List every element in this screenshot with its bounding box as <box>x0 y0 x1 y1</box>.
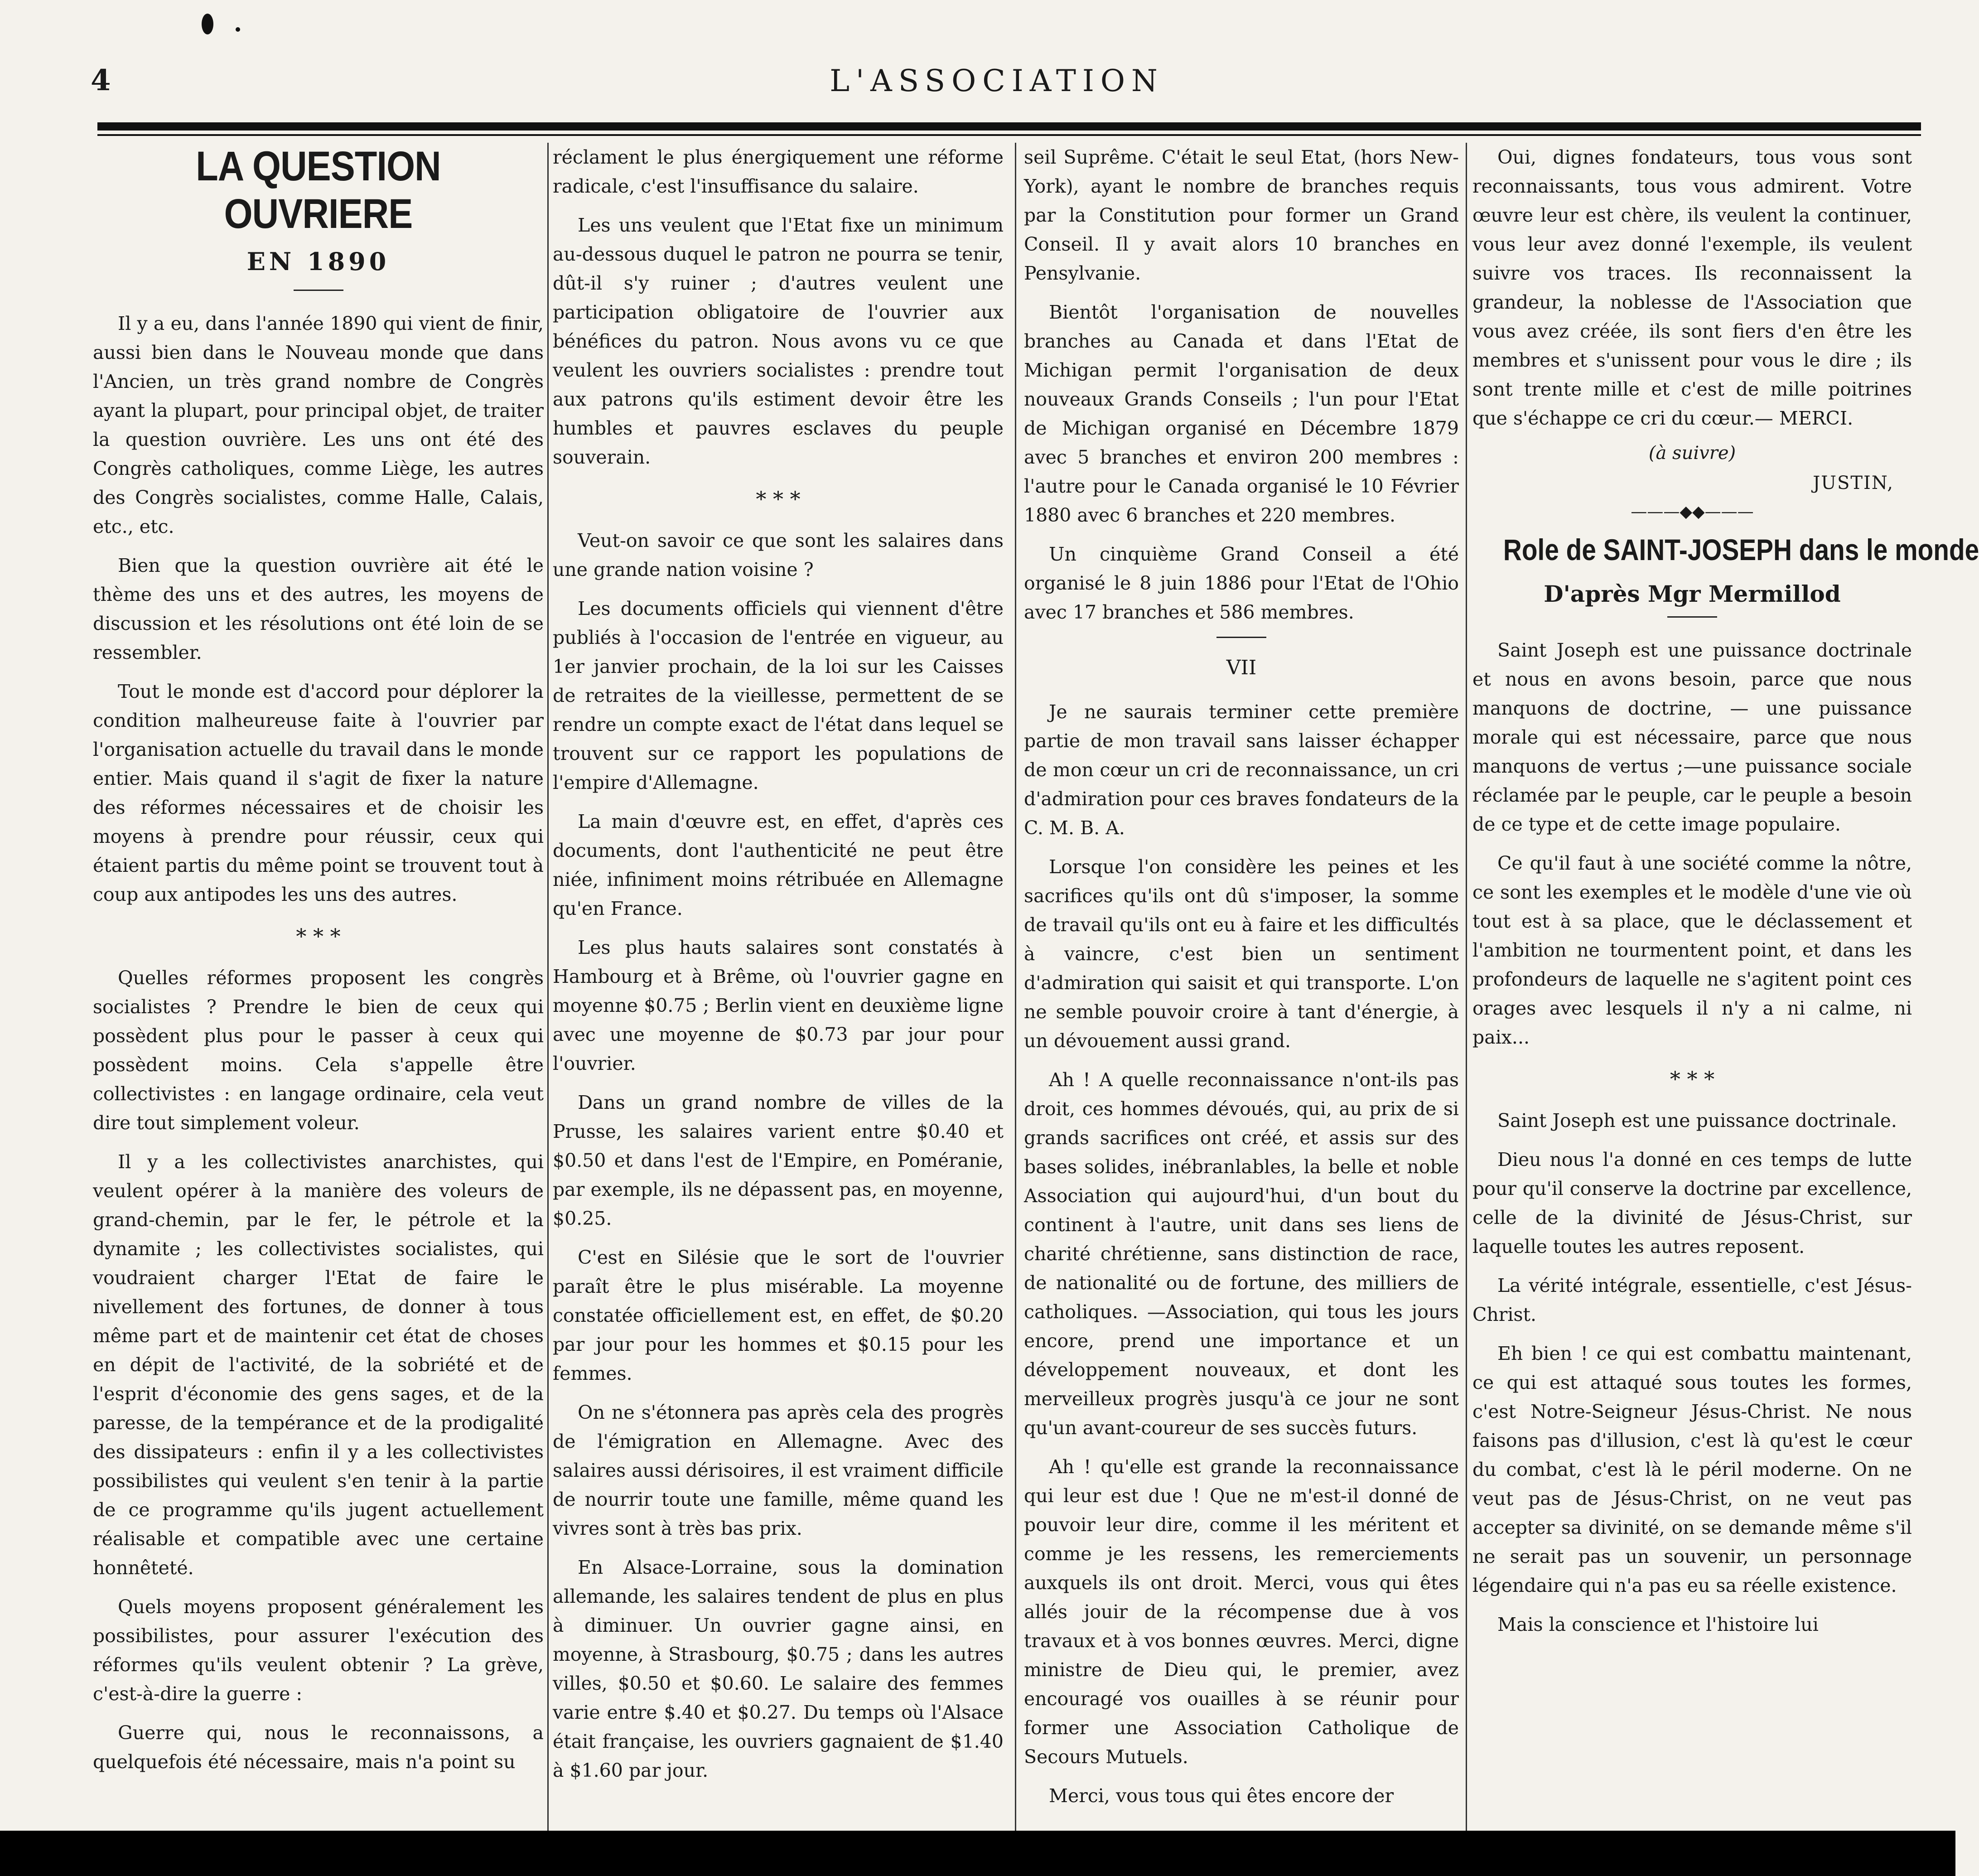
paragraph: C'est en Silésie que le sort de l'ouvrier paraît être le plus misérable. La moyenne constatée officiellement est, en effet, de $0.20 par jour pour les hommes et $0.15 pour les femmes. <box>553 1247 1004 1384</box>
paragraph: Ah ! A quelle reconnaissance n'ont-ils pas droit, ces hommes dévoués, qui, au prix de si grands sacrifices ont créé, et assis sur des bases solides, inébranlables, la belle et noble Association qui aujourd'hui, d'un bout du continent à l'autre, unit dans ses liens de charité chrétienne, sans distinction de race, de nationalité ou de fortune, des milliers de catholiques. —Association, qui tous les jours encore, prend une importance et un développement nouveaux, et dont les merveilleux progrès jusqu'à ce jour ne sont qu'un avant-coureur de ses succès futurs. <box>1024 1069 1459 1439</box>
paragraph: Veut-on savoir ce que sont les salaires dans une grande nation voisine ? <box>553 530 1004 580</box>
column-rule <box>1466 143 1467 1831</box>
header-rule-thin <box>97 134 1921 136</box>
paragraph: Tout le monde est d'accord pour déplorer la condition malheureuse faite à l'ouvrier par l'organisation actuelle du travail dans le monde entier. Mais quand il s'agit de fixer la nature des réformes nécessaires et de choisir les moyens à prendre pour réussir, ceux qui étaient partis du même point se trouvent tout à coup aux antipodes les uns des autres. <box>93 681 544 905</box>
article-subtitle: D'après Mgr Mermillod <box>1544 580 1841 607</box>
section-number: VII <box>1226 656 1257 679</box>
paragraph: La main d'œuvre est, en effet, d'après ces documents, dont l'authenticité ne peut être niée, infiniment moins rétribuée en Allemagne qu'en France. <box>553 811 1004 919</box>
column-rule <box>547 143 549 1831</box>
continued-note: (à suivre) <box>1648 443 1736 464</box>
paragraph: Dans un grand nombre de villes de la Prusse, les salaires varient entre $0.40 et $0.50 et dans l'est de l'Empire, en Poméranie, par exemple, ils ne dépassent pas, en moyenne, $0.25. <box>553 1092 1004 1229</box>
paragraph: Mais la conscience et l'histoire lui <box>1497 1614 1819 1635</box>
paragraph: Je ne saurais terminer cette première partie de mon travail sans laisser échapper de mon cœur un cri de reconnaissance, un cri d'admiration pour ces braves fondateurs de la C. M. B. A. <box>1024 701 1459 839</box>
paragraph: Oui, dignes fondateurs, tous vous sont reconnaissants, tous vous admirent. Votre œuvre leur est chère, ils veulent la continuer, vous leur avez donné l'exemple, ils veulent suivre vos traces. Ils reconnaissent la grandeur, la noblesse de l'Association que vous avez créée, ils sont fiers d'en être les membres et s'unissent pour vous le dire ; ils sont trente mille et c'est de mille poitrines que s'échappe ce cri du cœur.— MERCI. <box>1472 146 1912 429</box>
paragraph: Bientôt l'organisation de nouvelles branches au Canada et dans l'Etat de Michigan permit l'organisation de deux nouveaux Grands Conseils ; l'un pour l'Etat de Michigan organisé en Décembre 1879 avec 5 branches et environ 200 membres : l'autre pour le Canada organisé le 10 Février 1880 avec 6 branches et 220 membres. <box>1024 301 1459 526</box>
masthead: L'ASSOCIATION <box>830 63 1164 98</box>
asterism: * * * <box>296 924 341 948</box>
paragraph: Il y a les collectivistes anarchistes, qui veulent opérer à la manière des voleurs de grand-chemin, par le fer, le pétrole et la dynamite ; les collectivistes socialistes, qui voudraient charger l'Etat de faire le nivellement des fortunes, de donner à tous même part et de maintenir cet état de choses en dépit de l'activité, de la sobriété et de l'esprit d'économie des gens sages, et de la paresse, de la tempérance et de la prodigalité des dissipateurs : enfin il y a les collectivistes possibilistes qui veulent s'en tenir à la partie de ce programme qu'ils jugent actuellement réalisable et compatible avec une certaine honnêteté. <box>93 1151 544 1579</box>
paragraph: Quels moyens proposent généralement les possibilistes, pour assurer l'exécution des réformes qu'ils veulent obtenir ? La grève, c'est-à-dire la guerre : <box>93 1596 544 1705</box>
paragraph: Les documents officiels qui viennent d'être publiés à l'occasion de l'entrée en vigueur, au 1er janvier prochain, de la loi sur les Caisses de retraites de la vieillesse, permettent de se rendre un compte exact de l'état dans lequel se trouvent sur ce rapport les populations de l'empire d'Allemagne. <box>553 598 1004 793</box>
column-2 <box>553 143 1004 1828</box>
article-title: Role de SAINT-JOSEPH dans le monde <box>1503 533 1979 566</box>
paragraph: Saint Joseph est une puissance doctrinale et nous en avons besoin, parce que nous manquons de doctrine, — une puissance morale qui est nécessaire, parce que nous manquons de vertus ;—une puissance sociale réclamée par le peuple, car le peuple a besoin de ce type et de cette image populaire. <box>1472 639 1912 835</box>
paragraph: Lorsque l'on considère les peines et les sacrifices qu'ils ont dû s'imposer, la somme de travail qu'ils ont eu à faire et les difficultés à vaincre, c'est bien un sentiment d'admiration qui saisit et qui transporte. L'on ne semble pouvoir croire à tant d'énergie, à un dévouement aussi grand. <box>1024 856 1459 1052</box>
paragraph: Il y a eu, dans l'année 1890 qui vient de finir, aussi bien dans le Nouveau monde que dans l'Ancien, un très grand nombre de Congrès ayant la plupart, pour principal objet, de traiter la question ouvrière. Les uns ont été des Congrès catholiques, comme Liège, les autres des Congrès socialistes, comme Halle, Calais, etc., etc. <box>93 313 544 537</box>
column-4 <box>1472 143 1979 1828</box>
article-title: LA QUESTION OUVRIERE <box>196 143 441 237</box>
scan-speck <box>202 14 213 34</box>
paragraph: Merci, vous tous qui êtes encore der <box>1049 1785 1394 1807</box>
paragraph: Dieu nous l'a donné en ces temps de lutte pour qu'il conserve la doctrine par excellence, celle de la divinité de Jésus-Christ, sur laquelle toutes les autres reposent. <box>1472 1149 1912 1257</box>
paragraph: réclament le plus énergiquement une réforme radicale, c'est l'insuffisance du salaire. <box>553 146 1004 197</box>
column-3 <box>1024 143 1459 1828</box>
paragraph: On ne s'étonnera pas après cela des progrès de l'émigration en Allemagne. Avec des salaires aussi dérisoires, il est vraiment difficile de nourrir toute une famille, même quand les vivres sont à très bas prix. <box>553 1402 1004 1539</box>
paragraph: Eh bien ! ce qui est combattu maintenant, ce qui est attaqué sous toutes les formes, c'est Notre-Seigneur Jésus-Christ. Ne nous faisons pas d'illusion, c'est là qu'est le cœur du combat, c'est là le péril moderne. On ne veut pas de Jésus-Christ, on ne veut pas accepter sa divinité, on se demande même s'il ne serait pas un souvenir, un personnage légendaire qui n'a pas eu sa réelle existence. <box>1472 1343 1912 1596</box>
paragraph: Les uns veulent que l'Etat fixe un minimum au-dessous duquel le patron ne pourra se tenir, dût-il s'y ruiner ; d'autres veulent une participation obligatoire de l'ouvrier aux bénéfices du patron. Nous avons vu ce que veulent les ouvriers socialistes : prendre tout aux patrons qu'ils estiment devoir être les humbles et pauvres esclaves du peuple souverain. <box>553 214 1004 468</box>
column-rule <box>1015 143 1016 1831</box>
page-number: 4 <box>91 63 111 97</box>
divider <box>294 290 343 291</box>
article-subtitle: EN 1890 <box>246 247 390 276</box>
asterism: * * * <box>756 487 801 511</box>
page-header <box>91 63 1903 113</box>
asterism: * * * <box>1670 1067 1715 1091</box>
paragraph: Les plus hauts salaires sont constatés à Hambourg et à Brême, où l'ouvrier gagne en moyenne $0.75 ; Berlin vient en deuxième ligne avec une moyenne de $0.73 par jour pour l'ouvrier. <box>553 937 1004 1074</box>
scan-speck <box>236 27 240 32</box>
author-signature: JUSTIN, <box>1813 473 1894 493</box>
paragraph: Guerre qui, nous le reconnaissons, a quelquefois été nécessaire, mais n'a point su <box>93 1722 544 1773</box>
paragraph: seil Suprême. C'était le seul Etat, (hors New-York), ayant le nombre de branches requis par la Constitution pour former un Grand Conseil. Il y avait alors 10 branches en Pensylvanie. <box>1024 146 1459 284</box>
paragraph: La vérité intégrale, essentielle, c'est Jésus-Christ. <box>1472 1275 1912 1325</box>
column-1 <box>93 143 544 1828</box>
paragraph: Quelles réformes proposent les congrès socialistes ? Prendre le bien de ceux qui possèdent plus pour le passer à ceux qui possèdent moins. Cela s'appelle être collectivistes : en langage ordinaire, cela veut dire tout simplement voleur. <box>93 967 544 1134</box>
header-rule <box>97 122 1921 131</box>
paragraph: Ah ! qu'elle est grande la reconnaissance qui leur est due ! Que ne m'est-il donné de pouvoir leur dire, comme il les méritent et comme je les ressens, les remerciements auxquels ils ont droit. Merci, vous qui êtes allés jouir de la récompense due à vos travaux et à vos bonnes œuvres. Merci, digne ministre de Dieu qui, le premier, avez encouragé vos ouailles à se réunir pour former une Association Catholique de Secours Mutuels. <box>1024 1456 1459 1768</box>
ornament-divider: ———◆◆——— <box>1631 503 1754 521</box>
paragraph: En Alsace-Lorraine, sous la domination allemande, les salaires tendent de plus en plus à diminuer. Un ouvrier gagne ainsi, en moyenne, à Strasbourg, $0.75 ; dans les autres villes, $0.50 et $0.60. Le salaire des femmes varie entre $.40 et $0.27. Du temps où l'Alsace était française, les ouvriers gagnaient de $1.40 à $1.60 par jour. <box>553 1557 1004 1781</box>
scan-edge <box>0 1831 1955 1876</box>
divider <box>1216 637 1266 638</box>
paragraph: Bien que la question ouvrière ait été le thème des uns et des autres, les moyens de discussion et les résolutions ont été loin de se ressembler. <box>93 555 544 663</box>
paragraph: Ce qu'il faut à une société comme la nôtre, ce sont les exemples et le modèle d'une vie où tout est à sa place, que le déclassement et l'ambition ne tourmentent point, et dans les profondeurs de laquelle ne s'agitent point ces orages avec lesquels il n'y a ni calme, ni paix... <box>1472 852 1912 1048</box>
paragraph: Saint Joseph est une puissance doctrinale. <box>1497 1110 1897 1131</box>
divider <box>1667 616 1717 618</box>
paragraph: Un cinquième Grand Conseil a été organisé le 8 juin 1886 pour l'Etat de l'Ohio avec 17 branches et 586 membres. <box>1024 543 1459 623</box>
